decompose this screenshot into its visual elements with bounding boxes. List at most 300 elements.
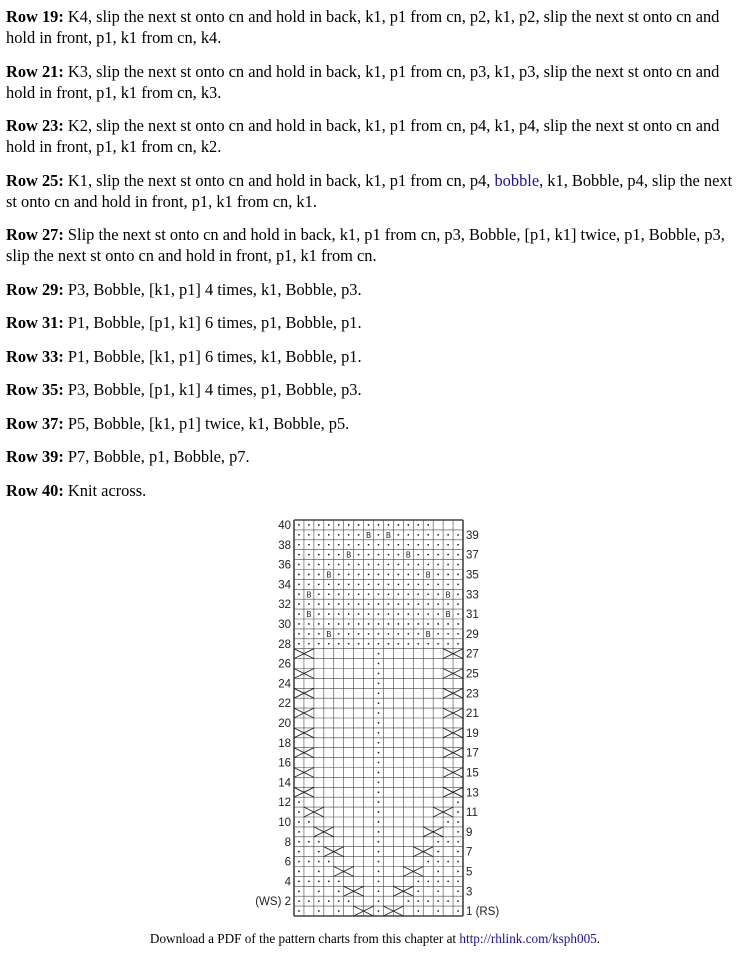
purl-dot	[457, 643, 459, 645]
purl-dot	[447, 633, 449, 635]
bobble-symbol: B	[326, 629, 332, 639]
purl-dot	[298, 554, 300, 556]
purl-dot	[348, 574, 350, 576]
row-number-label: 5	[466, 866, 473, 879]
row-number-label: 16	[278, 757, 291, 770]
purl-dot	[447, 574, 449, 576]
purl-dot	[457, 880, 459, 882]
row-number-label: 24	[278, 678, 291, 691]
purl-dot	[378, 663, 380, 665]
purl-dot	[318, 613, 320, 615]
row-number-label: 37	[466, 549, 479, 562]
purl-dot	[318, 643, 320, 645]
purl-dot	[378, 742, 380, 744]
row-number-label: 6	[284, 856, 291, 869]
purl-dot	[328, 583, 330, 585]
purl-dot	[447, 583, 449, 585]
purl-dot	[358, 583, 360, 585]
purl-dot	[358, 603, 360, 605]
purl-dot	[407, 534, 409, 536]
purl-dot	[318, 583, 320, 585]
purl-dot	[447, 643, 449, 645]
purl-dot	[447, 623, 449, 625]
purl-dot	[308, 623, 310, 625]
purl-dot	[447, 534, 449, 536]
purl-dot	[427, 880, 429, 882]
row-text: P7, Bobble, p1, Bobble, p7.	[63, 447, 250, 466]
purl-dot	[378, 871, 380, 873]
purl-dot	[368, 613, 370, 615]
purl-dot	[417, 633, 419, 635]
purl-dot	[338, 554, 340, 556]
purl-dot	[348, 623, 350, 625]
purl-dot	[437, 910, 439, 912]
purl-dot	[338, 603, 340, 605]
row-number-label: 10	[278, 816, 291, 829]
purl-dot	[457, 801, 459, 803]
purl-dot	[338, 633, 340, 635]
purl-dot	[457, 534, 459, 536]
purl-dot	[318, 593, 320, 595]
purl-dot	[358, 524, 360, 526]
purl-dot	[328, 880, 330, 882]
purl-dot	[457, 871, 459, 873]
purl-dot	[298, 861, 300, 863]
purl-dot	[378, 861, 380, 863]
purl-dot	[378, 593, 380, 595]
purl-dot	[328, 554, 330, 556]
purl-dot	[388, 564, 390, 566]
purl-dot	[447, 880, 449, 882]
purl-dot	[338, 574, 340, 576]
row-number-label: 30	[278, 618, 291, 631]
purl-dot	[338, 880, 340, 882]
purl-dot	[407, 633, 409, 635]
purl-dot	[368, 583, 370, 585]
chart-pdf-link[interactable]: http://rhlink.com/ksph005	[459, 931, 597, 946]
row-number-label: 40	[278, 519, 291, 532]
bobble-symbol: B	[405, 550, 411, 560]
purl-dot	[298, 583, 300, 585]
bobble-link[interactable]: bobble	[494, 170, 540, 190]
bobble-symbol: B	[425, 570, 431, 580]
purl-dot	[318, 524, 320, 526]
purl-dot	[318, 890, 320, 892]
purl-dot	[378, 791, 380, 793]
purl-dot	[298, 910, 300, 912]
purl-dot	[417, 534, 419, 536]
purl-dot	[407, 583, 409, 585]
purl-dot	[298, 544, 300, 546]
purl-dot	[437, 544, 439, 546]
row-text: K3, slip the next st onto cn and hold in back, k1, p1 from cn, p3, k1, p3, slip the next st onto cn and hold in front, p1, k1 from cn, k3.	[6, 61, 720, 102]
row-number-label: 17	[466, 747, 479, 760]
row-label: Row 19:	[6, 7, 64, 26]
purl-dot	[407, 524, 409, 526]
purl-dot	[437, 890, 439, 892]
purl-dot	[407, 623, 409, 625]
purl-dot	[437, 861, 439, 863]
purl-dot	[427, 583, 429, 585]
purl-dot	[368, 544, 370, 546]
purl-dot	[358, 633, 360, 635]
purl-dot	[308, 583, 310, 585]
purl-dot	[427, 623, 429, 625]
purl-dot	[457, 613, 459, 615]
purl-dot	[457, 633, 459, 635]
purl-dot	[378, 673, 380, 675]
row-number-label: 7	[466, 846, 473, 859]
purl-dot	[447, 861, 449, 863]
purl-dot	[298, 871, 300, 873]
purl-dot	[338, 564, 340, 566]
purl-dot	[457, 831, 459, 833]
purl-dot	[328, 861, 330, 863]
purl-dot	[318, 841, 320, 843]
purl-dot	[378, 603, 380, 605]
purl-dot	[358, 564, 360, 566]
purl-dot	[378, 890, 380, 892]
row-number-label: 35	[466, 569, 479, 582]
purl-dot	[457, 593, 459, 595]
purl-dot	[338, 623, 340, 625]
purl-dot	[378, 633, 380, 635]
purl-dot	[308, 544, 310, 546]
purl-dot	[457, 910, 459, 912]
row-text: K4, slip the next st onto cn and hold in back, k1, p1 from cn, p2, k1, p2, slip the next st onto cn and hold in front, p1, k1 from cn, k4.	[6, 7, 720, 47]
purl-dot	[437, 613, 439, 615]
purl-dot	[378, 702, 380, 704]
purl-dot	[348, 544, 350, 546]
row-number-label: 32	[278, 599, 291, 612]
purl-dot	[378, 811, 380, 813]
purl-dot	[308, 821, 310, 823]
purl-dot	[298, 821, 300, 823]
purl-dot	[308, 574, 310, 576]
row-number-label: 29	[466, 628, 479, 641]
purl-dot	[407, 593, 409, 595]
row-label: Row 35:	[6, 380, 64, 399]
purl-dot	[457, 583, 459, 585]
purl-dot	[318, 851, 320, 853]
row-number-label: 12	[278, 797, 291, 810]
row-number-label: 14	[278, 777, 291, 790]
purl-dot	[368, 554, 370, 556]
purl-dot	[378, 801, 380, 803]
purl-dot	[318, 880, 320, 882]
purl-dot	[368, 603, 370, 605]
purl-dot	[437, 554, 439, 556]
row-text: K1, slip the next st onto cn and hold in back, k1, p1 from cn, p4,	[63, 170, 495, 190]
purl-dot	[427, 603, 429, 605]
purl-dot	[457, 900, 459, 902]
purl-dot	[417, 574, 419, 576]
purl-dot	[457, 603, 459, 605]
purl-dot	[388, 603, 390, 605]
purl-dot	[358, 534, 360, 536]
purl-dot	[298, 603, 300, 605]
purl-dot	[437, 643, 439, 645]
purl-dot	[298, 643, 300, 645]
purl-dot	[368, 633, 370, 635]
purl-dot	[417, 544, 419, 546]
purl-dot	[397, 524, 399, 526]
purl-dot	[427, 900, 429, 902]
purl-dot	[378, 534, 380, 536]
purl-dot	[378, 772, 380, 774]
purl-dot	[318, 861, 320, 863]
row-label: Row 37:	[6, 413, 64, 433]
purl-dot	[417, 643, 419, 645]
purl-dot	[407, 613, 409, 615]
purl-dot	[417, 623, 419, 625]
purl-dot	[388, 583, 390, 585]
purl-dot	[298, 801, 300, 803]
purl-dot	[338, 890, 340, 892]
purl-dot	[338, 900, 340, 902]
purl-dot	[417, 603, 419, 605]
bobble-symbol: B	[306, 610, 312, 620]
row-number-label: 34	[278, 579, 291, 592]
purl-dot	[378, 851, 380, 853]
purl-dot	[447, 821, 449, 823]
purl-dot	[447, 564, 449, 566]
purl-dot	[378, 583, 380, 585]
purl-dot	[338, 544, 340, 546]
purl-dot	[437, 880, 439, 882]
purl-dot	[328, 623, 330, 625]
bobble-symbol: B	[445, 590, 451, 600]
row-number-label: 27	[466, 648, 479, 661]
purl-dot	[397, 643, 399, 645]
purl-dot	[407, 564, 409, 566]
purl-dot	[348, 900, 350, 902]
purl-dot	[378, 524, 380, 526]
purl-dot	[397, 583, 399, 585]
row-number-label: 18	[278, 737, 291, 750]
purl-dot	[358, 554, 360, 556]
purl-dot	[417, 593, 419, 595]
row-number-label: 9	[466, 826, 473, 839]
purl-dot	[368, 564, 370, 566]
row-label: Row 29:	[6, 279, 64, 299]
purl-dot	[378, 712, 380, 714]
purl-dot	[457, 544, 459, 546]
purl-dot	[358, 643, 360, 645]
row-text: P1, Bobble, [p1, k1] 6 times, p1, Bobble, p1.	[63, 313, 362, 332]
purl-dot	[348, 564, 350, 566]
purl-dot	[298, 623, 300, 625]
purl-dot	[388, 593, 390, 595]
purl-dot	[427, 564, 429, 566]
purl-dot	[378, 544, 380, 546]
purl-dot	[368, 593, 370, 595]
bobble-symbol: B	[445, 610, 451, 620]
purl-dot	[397, 564, 399, 566]
purl-dot	[308, 861, 310, 863]
purl-dot	[298, 831, 300, 833]
purl-dot	[318, 623, 320, 625]
footer-end: .	[596, 931, 601, 946]
purl-dot	[378, 732, 380, 734]
purl-dot	[437, 841, 439, 843]
purl-dot	[427, 534, 429, 536]
purl-dot	[318, 534, 320, 536]
purl-dot	[358, 613, 360, 615]
purl-dot	[338, 524, 340, 526]
purl-dot	[298, 564, 300, 566]
purl-dot	[388, 554, 390, 556]
purl-dot	[407, 574, 409, 576]
purl-dot	[397, 623, 399, 625]
purl-dot	[298, 524, 300, 526]
purl-dot	[348, 534, 350, 536]
purl-dot	[318, 910, 320, 912]
row-number-label: 33	[466, 589, 479, 602]
purl-dot	[338, 643, 340, 645]
purl-dot	[457, 554, 459, 556]
purl-dot	[457, 861, 459, 863]
purl-dot	[437, 623, 439, 625]
purl-dot	[378, 682, 380, 684]
bobble-symbol: B	[346, 550, 352, 560]
purl-dot	[378, 900, 380, 902]
purl-dot	[328, 544, 330, 546]
purl-dot	[338, 593, 340, 595]
footer-text: Download a PDF of the pattern charts from this chapter at	[149, 931, 460, 946]
purl-dot	[318, 574, 320, 576]
purl-dot	[437, 900, 439, 902]
purl-dot	[298, 811, 300, 813]
purl-dot	[328, 593, 330, 595]
row-label: Row 40:	[6, 480, 64, 500]
row-text: P5, Bobble, [k1, p1] twice, k1, Bobble, p5.	[63, 413, 350, 433]
row-number-label: 39	[466, 529, 479, 542]
purl-dot	[378, 910, 380, 912]
purl-dot	[328, 524, 330, 526]
bobble-symbol: B	[365, 530, 372, 540]
row-number-label: 3	[466, 886, 473, 899]
purl-dot	[338, 910, 340, 912]
row-number-label: 11	[466, 807, 478, 820]
bobble-symbol: B	[425, 629, 431, 639]
purl-dot	[427, 524, 429, 526]
purl-dot	[348, 643, 350, 645]
row-text: Slip the next st onto cn and hold in back, k1, p1 from cn, p3, Bobble, [p1, k1] twice, p1, Bobble, p3, slip the next st onto cn and hold in front, p1, k1 from cn.	[6, 225, 725, 265]
purl-dot	[417, 554, 419, 556]
purl-dot	[388, 544, 390, 546]
purl-dot	[378, 722, 380, 724]
purl-dot	[318, 871, 320, 873]
purl-dot	[348, 613, 350, 615]
purl-dot	[298, 593, 300, 595]
purl-dot	[437, 603, 439, 605]
purl-dot	[457, 821, 459, 823]
purl-dot	[447, 841, 449, 843]
purl-dot	[397, 593, 399, 595]
purl-dot	[388, 643, 390, 645]
purl-dot	[338, 534, 340, 536]
purl-dot	[368, 574, 370, 576]
purl-dot	[318, 633, 320, 635]
purl-dot	[308, 564, 310, 566]
purl-dot	[308, 643, 310, 645]
purl-dot	[348, 593, 350, 595]
purl-dot	[368, 623, 370, 625]
purl-dot	[308, 524, 310, 526]
purl-dot	[358, 623, 360, 625]
row-text: K2, slip the next st onto cn and hold in back, k1, p1 from cn, p4, k1, p4, slip the next st onto cn and hold in front, p1, k1 from cn, k2.	[6, 116, 720, 156]
purl-dot	[388, 633, 390, 635]
purl-dot	[437, 871, 439, 873]
purl-dot	[378, 613, 380, 615]
purl-dot	[298, 534, 300, 536]
row-text: P3, Bobble, [k1, p1] 4 times, k1, Bobble, p3.	[63, 279, 362, 299]
row-number-label: 36	[278, 559, 291, 572]
row-number-label: 26	[278, 658, 291, 671]
footer-note	[0, 931, 750, 947]
purl-dot	[437, 534, 439, 536]
purl-dot	[308, 603, 310, 605]
purl-dot	[368, 643, 370, 645]
purl-dot	[378, 554, 380, 556]
purl-dot	[437, 583, 439, 585]
purl-dot	[437, 633, 439, 635]
purl-dot	[308, 880, 310, 882]
purl-dot	[378, 781, 380, 783]
purl-dot	[298, 900, 300, 902]
purl-dot	[378, 623, 380, 625]
purl-dot	[328, 643, 330, 645]
purl-dot	[397, 613, 399, 615]
purl-dot	[378, 643, 380, 645]
purl-dot	[328, 603, 330, 605]
row-number-label: (WS) 2	[255, 896, 291, 909]
purl-dot	[388, 613, 390, 615]
purl-dot	[447, 544, 449, 546]
purl-dot	[298, 841, 300, 843]
purl-dot	[318, 554, 320, 556]
purl-dot	[437, 574, 439, 576]
purl-dot	[338, 583, 340, 585]
purl-dot	[338, 613, 340, 615]
purl-dot	[427, 861, 429, 863]
purl-dot	[417, 890, 419, 892]
purl-dot	[378, 821, 380, 823]
purl-dot	[298, 613, 300, 615]
purl-dot	[397, 534, 399, 536]
purl-dot	[427, 554, 429, 556]
purl-dot	[378, 692, 380, 694]
row-number-label: 19	[466, 727, 479, 740]
purl-dot	[407, 643, 409, 645]
row-number-label: 1 (RS)	[466, 906, 500, 919]
purl-dot	[427, 593, 429, 595]
purl-dot	[388, 623, 390, 625]
purl-dot	[298, 574, 300, 576]
row-text: , k1, Bobble, p4, slip the next st onto cn and hold in front, p1, k1 from cn, k1.	[6, 170, 733, 211]
purl-dot	[318, 900, 320, 902]
purl-dot	[308, 633, 310, 635]
purl-dot	[397, 633, 399, 635]
purl-dot	[378, 841, 380, 843]
purl-dot	[378, 653, 380, 655]
purl-dot	[378, 564, 380, 566]
row-label: Row 39:	[6, 447, 64, 466]
purl-dot	[397, 603, 399, 605]
purl-dot	[298, 851, 300, 853]
row-number-label: 4	[284, 876, 291, 889]
